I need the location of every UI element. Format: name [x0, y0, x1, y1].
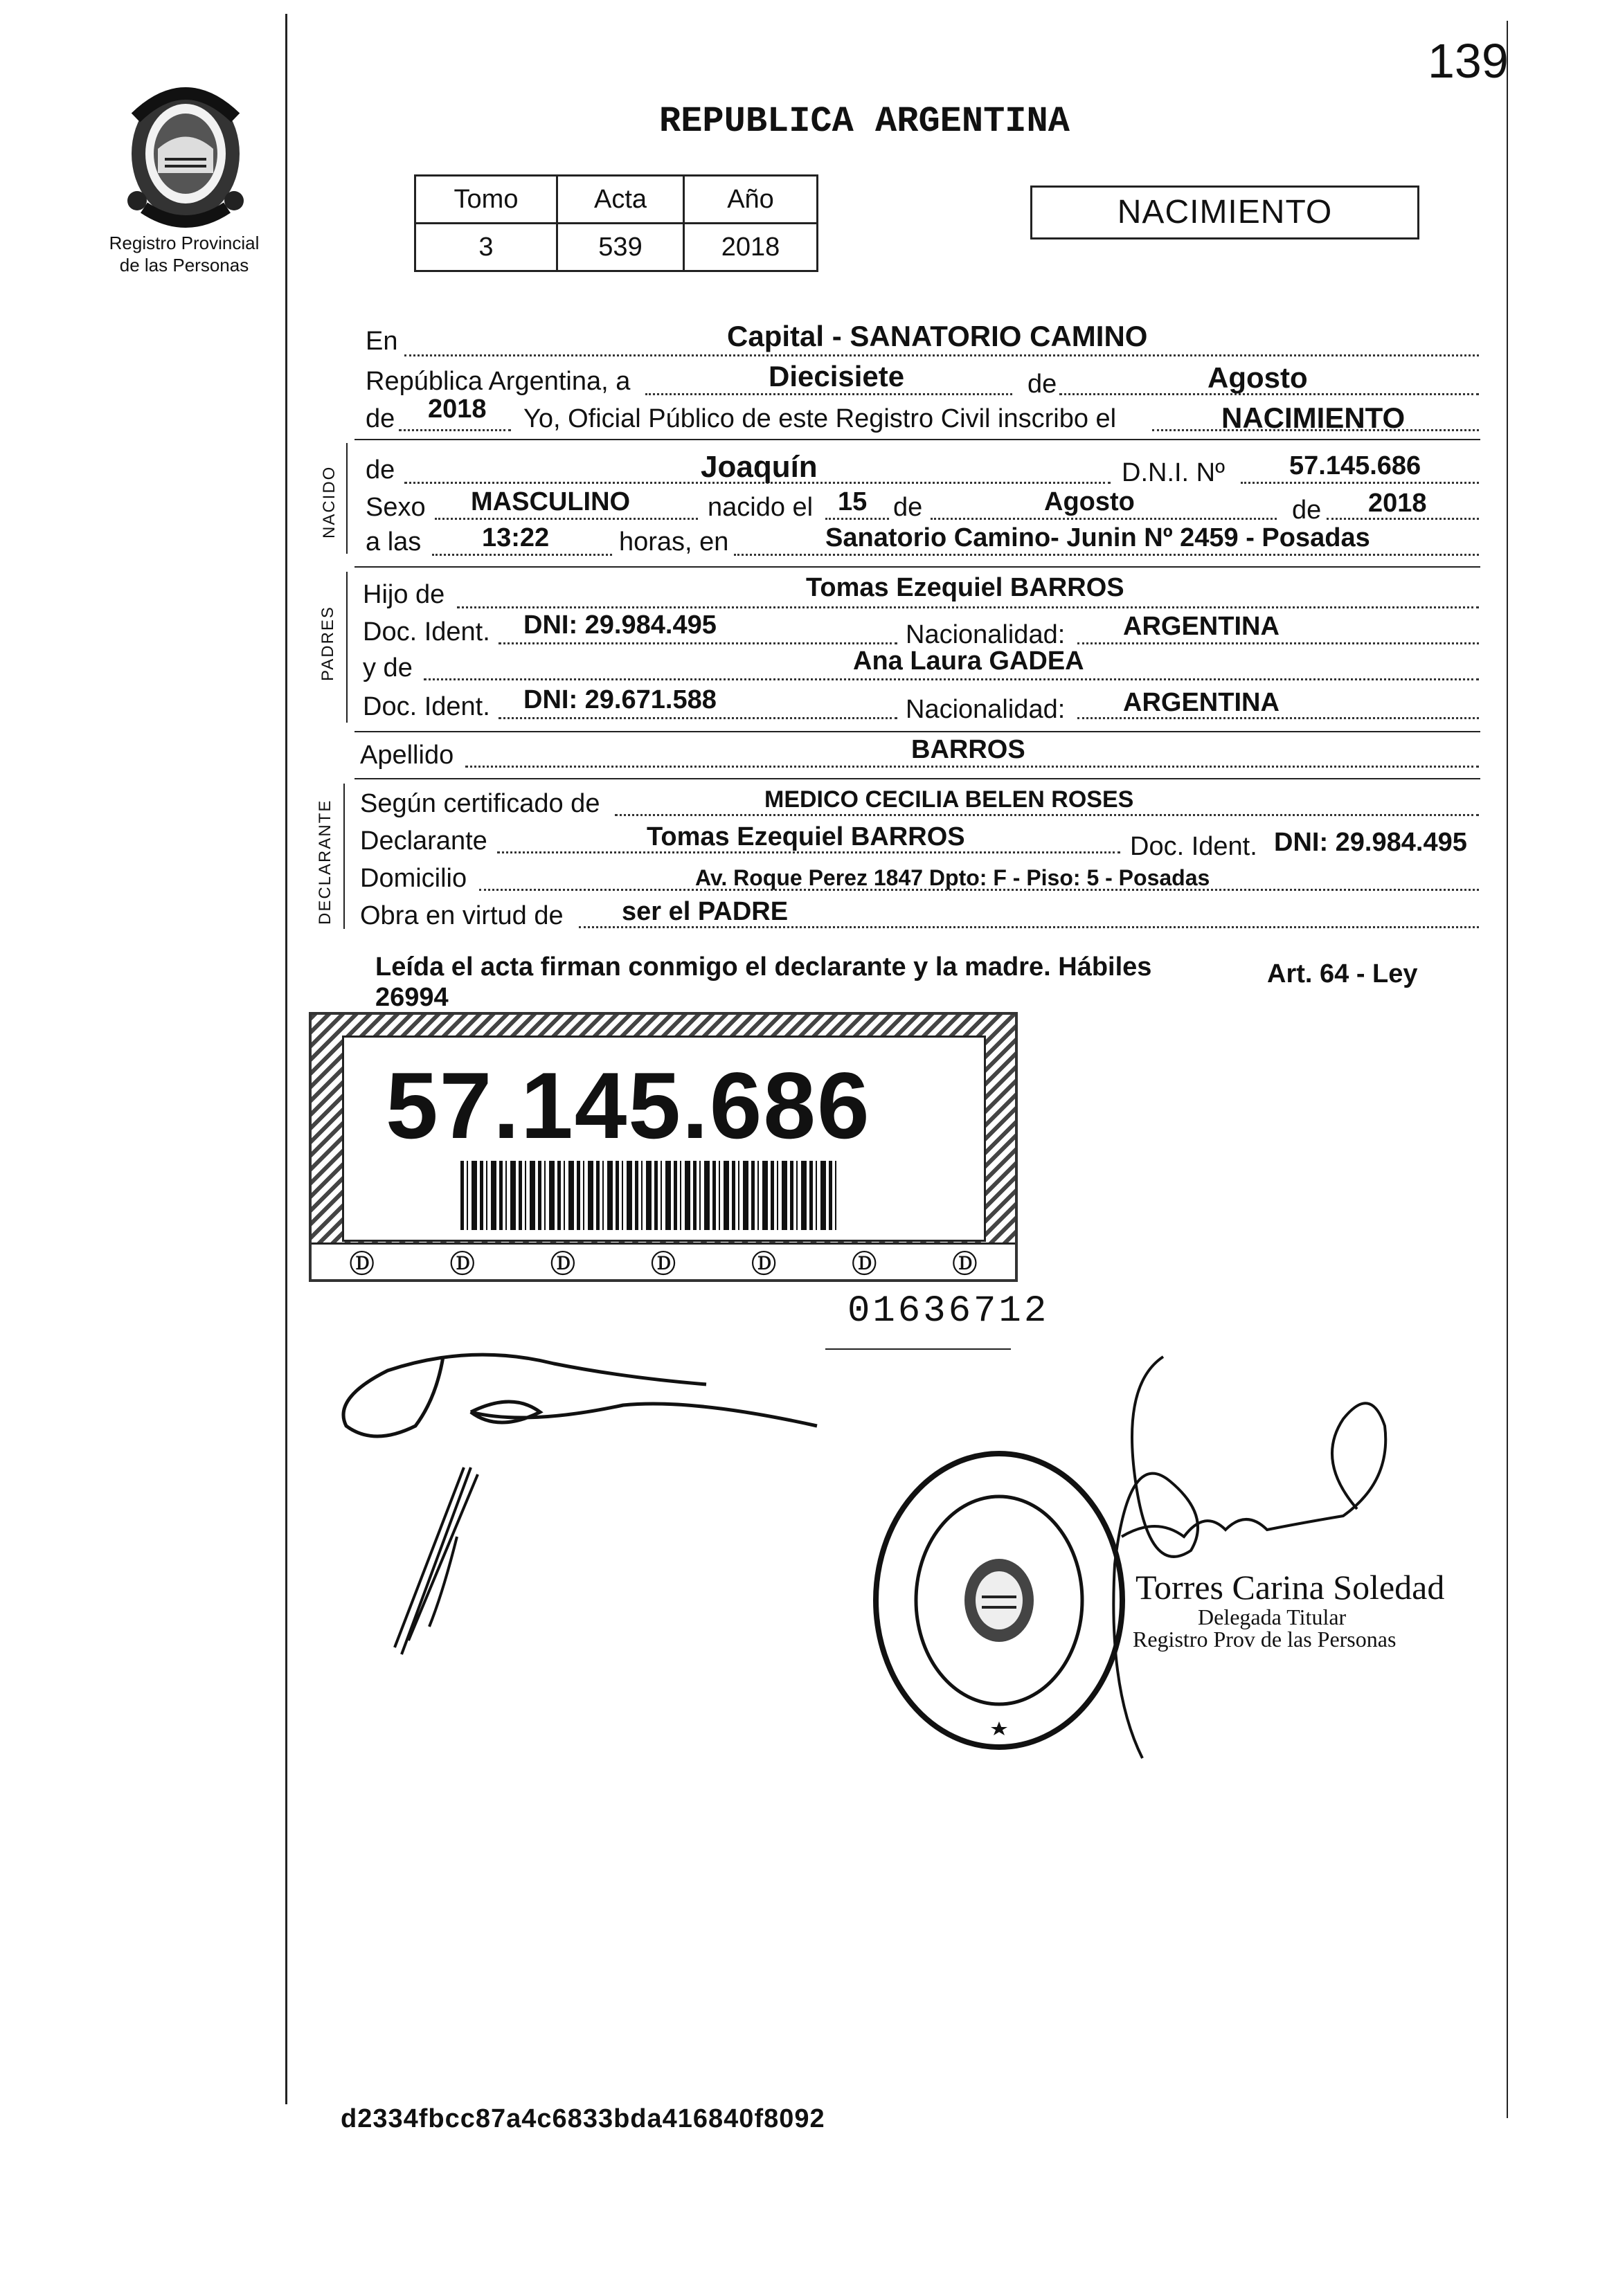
watermark-icon: Ⓓ — [751, 1249, 777, 1278]
yo-text: Yo, Oficial Público de este Registro Civil inscribo el — [523, 404, 1117, 433]
table-value-anio: 2018 — [684, 224, 818, 271]
declarante-section-label: DECLARANTE — [316, 799, 334, 925]
certificado-value: MEDICO CECILIA BELEN ROSES — [764, 786, 1134, 813]
de-label-2: de — [366, 404, 395, 433]
obra-value: ser el PADRE — [622, 897, 789, 926]
watermark-icon: Ⓓ — [852, 1249, 877, 1278]
act-type-box — [1030, 186, 1419, 239]
child-name: Joaquín — [701, 450, 818, 484]
apellido-value: BARROS — [911, 735, 1025, 764]
domicilio-value: Av. Roque Perez 1847 Dpto: F - Piso: 5 - Posadas — [695, 865, 1210, 890]
province-seal-logo — [116, 76, 255, 228]
obra-label: Obra en virtud de — [360, 901, 564, 930]
signatory-role: Delegada Titular — [1198, 1605, 1347, 1629]
nacido-de-label: de — [366, 455, 395, 485]
birth-day: 15 — [838, 487, 868, 516]
father-name: Tomas Ezequiel BARROS — [806, 573, 1124, 602]
table-header-tomo: Tomo — [415, 176, 557, 224]
country-title: REPUBLICA ARGENTINA — [659, 101, 1070, 142]
republica-label: República Argentina, a — [366, 367, 631, 396]
dni-sticker — [309, 1012, 1018, 1282]
year-value: 2018 — [428, 395, 487, 424]
record-table — [414, 174, 818, 272]
birth-year: 2018 — [1368, 489, 1427, 518]
mother-nat-label: Nacionalidad: — [906, 695, 1066, 724]
nacido-de-label-2: de — [893, 493, 923, 522]
hijo-de-label: Hijo de — [363, 580, 445, 609]
declarante-doc-label: Doc. Ident. — [1130, 832, 1257, 861]
birth-hour: 13:22 — [482, 523, 550, 552]
watermark-icon: Ⓓ — [449, 1249, 475, 1278]
closing-text: Leída el acta firman conmigo el declarante y la madre. Hábiles — [375, 952, 1152, 982]
watermark-icon: Ⓓ — [550, 1249, 575, 1278]
en-label: En — [366, 327, 398, 356]
watermark-icon: Ⓓ — [650, 1249, 676, 1278]
y-de-label: y de — [363, 653, 413, 683]
closing-art: Art. 64 - Ley — [1267, 959, 1418, 988]
registrar-signature — [1094, 1343, 1440, 1772]
month-value: Agosto — [1208, 361, 1308, 394]
father-doc-label: Doc. Ident. — [363, 617, 490, 647]
sticker-number: 57.145.686 — [386, 1053, 871, 1158]
en-value: Capital - SANATORIO CAMINO — [727, 320, 1148, 352]
de-label-1: de — [1027, 370, 1057, 399]
org-name-line2: de las Personas — [119, 255, 249, 275]
father-nationality: ARGENTINA — [1123, 612, 1280, 641]
closing-law: 26994 — [375, 983, 449, 1012]
father-nat-label: Nacionalidad: — [906, 620, 1066, 649]
apellido-label: Apellido — [360, 741, 454, 770]
horas-en-label: horas, en — [619, 527, 729, 557]
document-hash: d2334fbcc87a4c6833bda416840f8092 — [341, 2104, 825, 2133]
dni-label: D.N.I. Nº — [1122, 458, 1225, 487]
nacido-de-label-3: de — [1292, 496, 1322, 525]
org-name-line1: Registro Provincial — [109, 233, 260, 253]
table-header-anio: Año — [684, 176, 818, 224]
act-type: NACIMIENTO — [1117, 194, 1333, 230]
declarante-signature — [332, 1329, 859, 1689]
table-value-acta: 539 — [557, 224, 684, 271]
right-margin-line — [1507, 21, 1508, 2118]
domicilio-label: Domicilio — [360, 864, 467, 893]
sticker-barcode — [460, 1161, 837, 1230]
watermark-icon: Ⓓ — [952, 1249, 978, 1278]
birth-month: Agosto — [1044, 487, 1135, 516]
inscribe-value: NACIMIENTO — [1221, 401, 1406, 434]
sexo-value: MASCULINO — [471, 487, 631, 516]
mother-nationality: ARGENTINA — [1123, 688, 1280, 717]
birth-place: Sanatorio Camino- Junin Nº 2459 - Posadas — [825, 523, 1370, 552]
child-dni: 57.145.686 — [1289, 451, 1421, 480]
watermark-icon: Ⓓ — [349, 1249, 375, 1278]
declarante-value: Tomas Ezequiel BARROS — [647, 822, 965, 851]
mother-name: Ana Laura GADEA — [853, 647, 1084, 676]
signatory-name: Torres Carina Soledad — [1135, 1568, 1445, 1607]
table-value-tomo: 3 — [415, 224, 557, 271]
certificado-label: Según certificado de — [360, 789, 600, 818]
mother-doc-label: Doc. Ident. — [363, 692, 490, 721]
table-header-acta: Acta — [557, 176, 684, 224]
left-margin-line — [285, 14, 287, 2104]
day-value: Diecisiete — [769, 360, 905, 392]
a-las-label: a las — [366, 527, 422, 557]
padres-section-label: PADRES — [318, 606, 337, 681]
nacido-section-label: NACIDO — [320, 465, 339, 539]
page-number: 139 — [1428, 34, 1509, 88]
declarante-label: Declarante — [360, 826, 487, 856]
declarante-doc: DNI: 29.984.495 — [1274, 828, 1467, 857]
father-doc: DNI: 29.984.495 — [523, 611, 717, 640]
official-stamp — [871, 1448, 1127, 1753]
nacido-el-label: nacido el — [708, 493, 814, 522]
mother-doc: DNI: 29.671.588 — [523, 685, 717, 714]
signatory-org: Registro Prov de las Personas — [1133, 1627, 1397, 1652]
sticker-serial: 01636712 — [847, 1290, 1050, 1332]
sexo-label: Sexo — [366, 493, 426, 522]
